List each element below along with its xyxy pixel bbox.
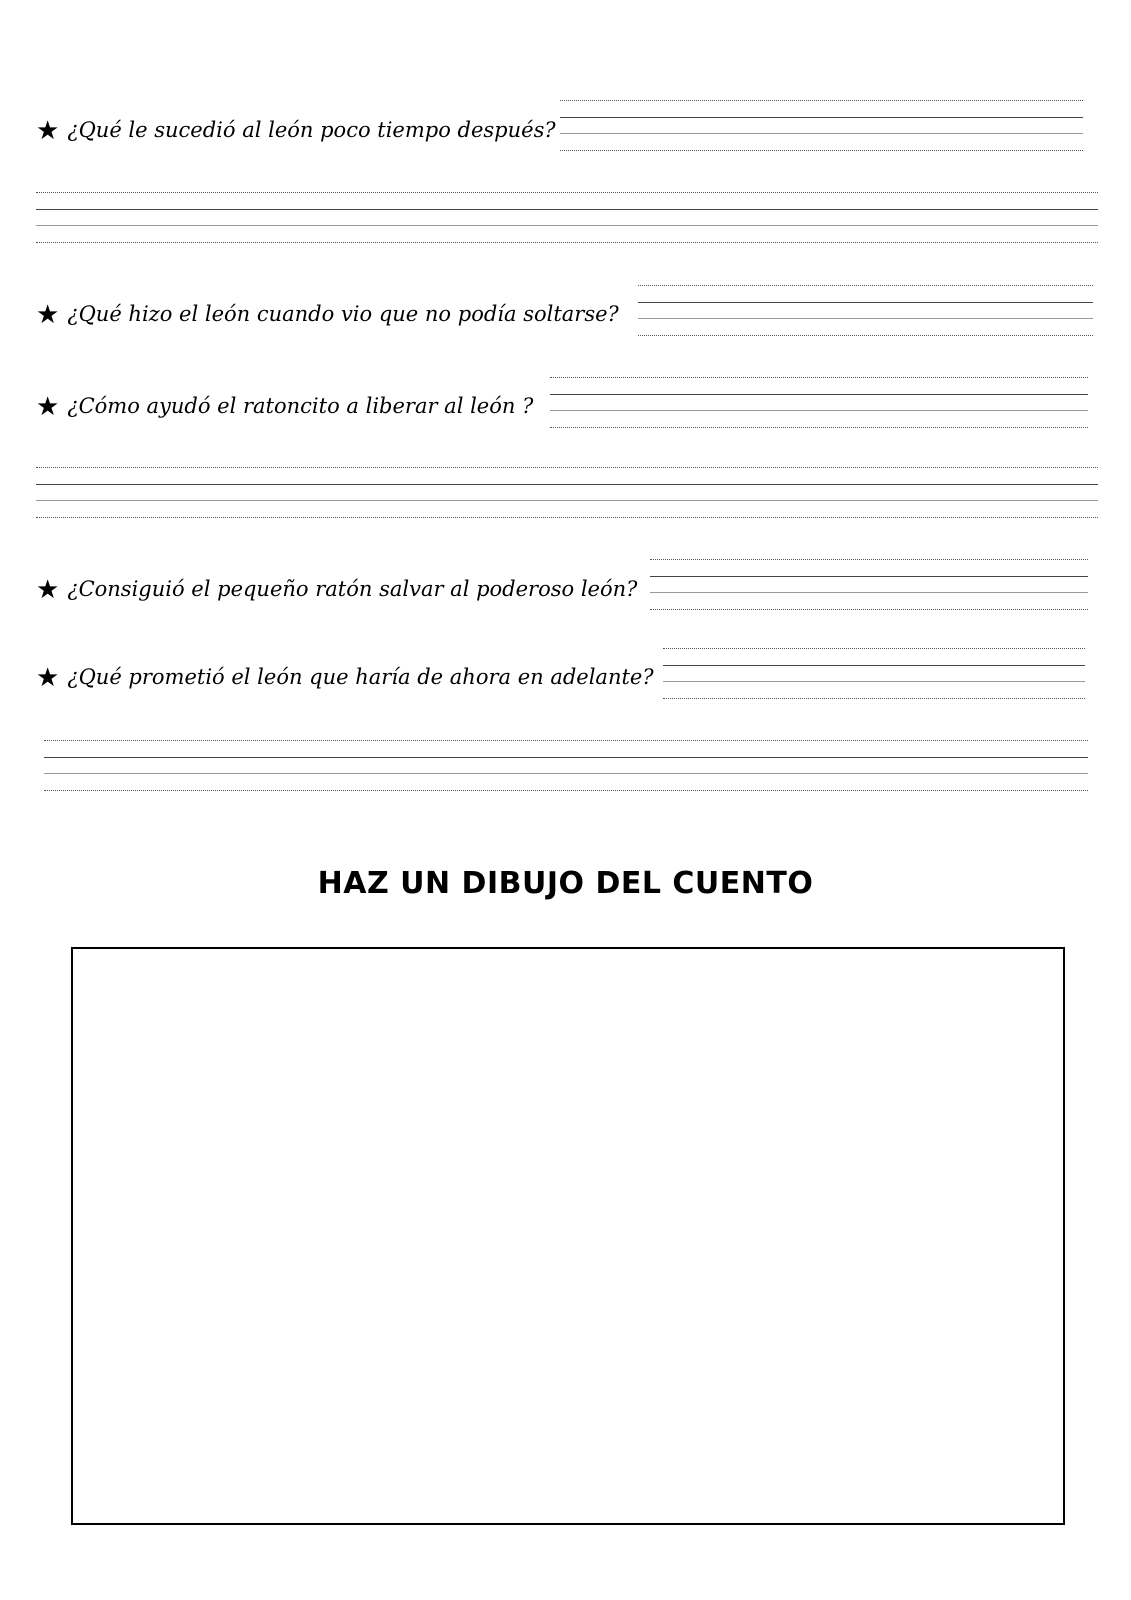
answer-lines-5b[interactable] xyxy=(44,740,1088,790)
answer-lines-1b[interactable] xyxy=(36,192,1098,242)
question-5-text: ¿Qué prometió el león que haría de ahora en adelante? xyxy=(67,665,654,689)
answer-lines-3b[interactable] xyxy=(36,467,1098,517)
drawing-area[interactable] xyxy=(71,947,1065,1525)
question-5 xyxy=(36,665,654,691)
answer-lines-4[interactable] xyxy=(650,559,1088,609)
question-3 xyxy=(36,394,533,420)
star-icon: ★ xyxy=(36,392,60,422)
question-4 xyxy=(36,577,637,603)
question-3-text: ¿Cómo ayudó el ratoncito a liberar al león ? xyxy=(67,394,534,418)
question-4-text: ¿Consiguió el pequeño ratón salvar al poderoso león? xyxy=(67,577,638,601)
drawing-title: HAZ UN DIBUJO DEL CUENTO xyxy=(317,866,814,901)
question-1 xyxy=(36,118,556,144)
answer-lines-5a[interactable] xyxy=(663,648,1085,698)
answer-lines-1a[interactable] xyxy=(560,100,1083,150)
answer-lines-3a[interactable] xyxy=(550,377,1088,427)
star-icon: ★ xyxy=(36,575,60,605)
answer-lines-2[interactable] xyxy=(638,285,1093,335)
star-icon: ★ xyxy=(36,300,60,330)
question-2 xyxy=(36,302,619,328)
question-2-text: ¿Qué hizo el león cuando vio que no podía soltarse? xyxy=(67,302,619,326)
star-icon: ★ xyxy=(36,663,60,693)
star-icon: ★ xyxy=(36,116,60,146)
question-1-text: ¿Qué le sucedió al león poco tiempo después? xyxy=(67,118,556,142)
